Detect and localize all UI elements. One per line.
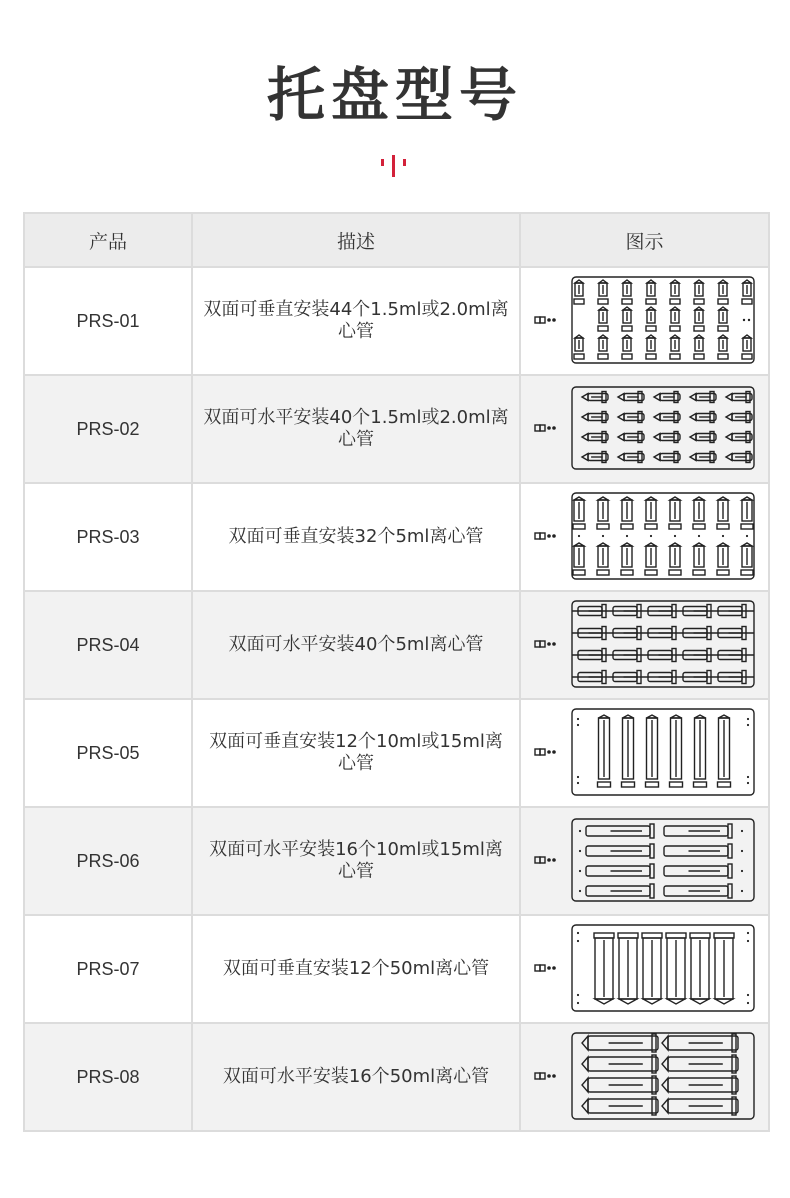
tray-diagram-cell — [520, 591, 769, 699]
product-model: PRS-05 — [24, 699, 192, 807]
product-model: PRS-01 — [24, 267, 192, 375]
product-model: PRS-02 — [24, 375, 192, 483]
tray-diagram-cell — [520, 375, 769, 483]
tray-model-table — [23, 212, 770, 1132]
page-title: 托盘型号 — [266, 61, 523, 129]
table-row — [24, 1023, 769, 1131]
tray-diagram-cell — [520, 915, 769, 1023]
header-description: 描述 — [192, 213, 520, 267]
table-row — [24, 699, 769, 807]
tray-diagram-cell — [520, 807, 769, 915]
product-description: 双面可水平安装16个10ml或15ml离心管 — [192, 807, 520, 915]
tray-diagram-cell — [520, 699, 769, 807]
product-description: 双面可垂直安装32个5ml离心管 — [192, 483, 520, 591]
product-description: 双面可水平安装16个50ml离心管 — [192, 1023, 520, 1131]
horizontal-15ml-tubes-tray-icon — [534, 815, 756, 907]
product-description: 双面可水平安装40个1.5ml或2.0ml离心管 — [192, 375, 520, 483]
table-row — [24, 267, 769, 375]
table-row — [24, 915, 769, 1023]
product-description: 双面可垂直安装12个50ml离心管 — [192, 915, 520, 1023]
vertical-15ml-tubes-tray-icon — [534, 707, 756, 799]
product-model: PRS-03 — [24, 483, 192, 591]
vertical-micro-tubes-tray-icon — [534, 275, 756, 367]
product-model: PRS-07 — [24, 915, 192, 1023]
horizontal-5ml-tubes-tray-icon — [534, 599, 756, 691]
product-description: 双面可垂直安装44个1.5ml或2.0ml离心管 — [192, 267, 520, 375]
table-header-row — [24, 213, 769, 267]
title-decoration-icon — [379, 155, 411, 177]
table-row — [24, 483, 769, 591]
tray-diagram-cell — [520, 483, 769, 591]
product-model: PRS-04 — [24, 591, 192, 699]
product-description: 双面可水平安装40个5ml离心管 — [192, 591, 520, 699]
tray-diagram-cell — [520, 267, 769, 375]
table-row — [24, 375, 769, 483]
vertical-5ml-tubes-tray-icon — [534, 491, 756, 583]
table-row — [24, 807, 769, 915]
tray-diagram-cell — [520, 1023, 769, 1131]
header-product: 产品 — [24, 213, 192, 267]
horizontal-50ml-tubes-tray-icon — [534, 1031, 756, 1123]
product-model: PRS-06 — [24, 807, 192, 915]
table-row — [24, 591, 769, 699]
vertical-50ml-tubes-tray-icon — [534, 923, 756, 1015]
horizontal-micro-tubes-tray-icon — [534, 383, 756, 475]
product-model: PRS-08 — [24, 1023, 192, 1131]
product-description: 双面可垂直安装12个10ml或15ml离心管 — [192, 699, 520, 807]
header-diagram: 图示 — [520, 213, 769, 267]
